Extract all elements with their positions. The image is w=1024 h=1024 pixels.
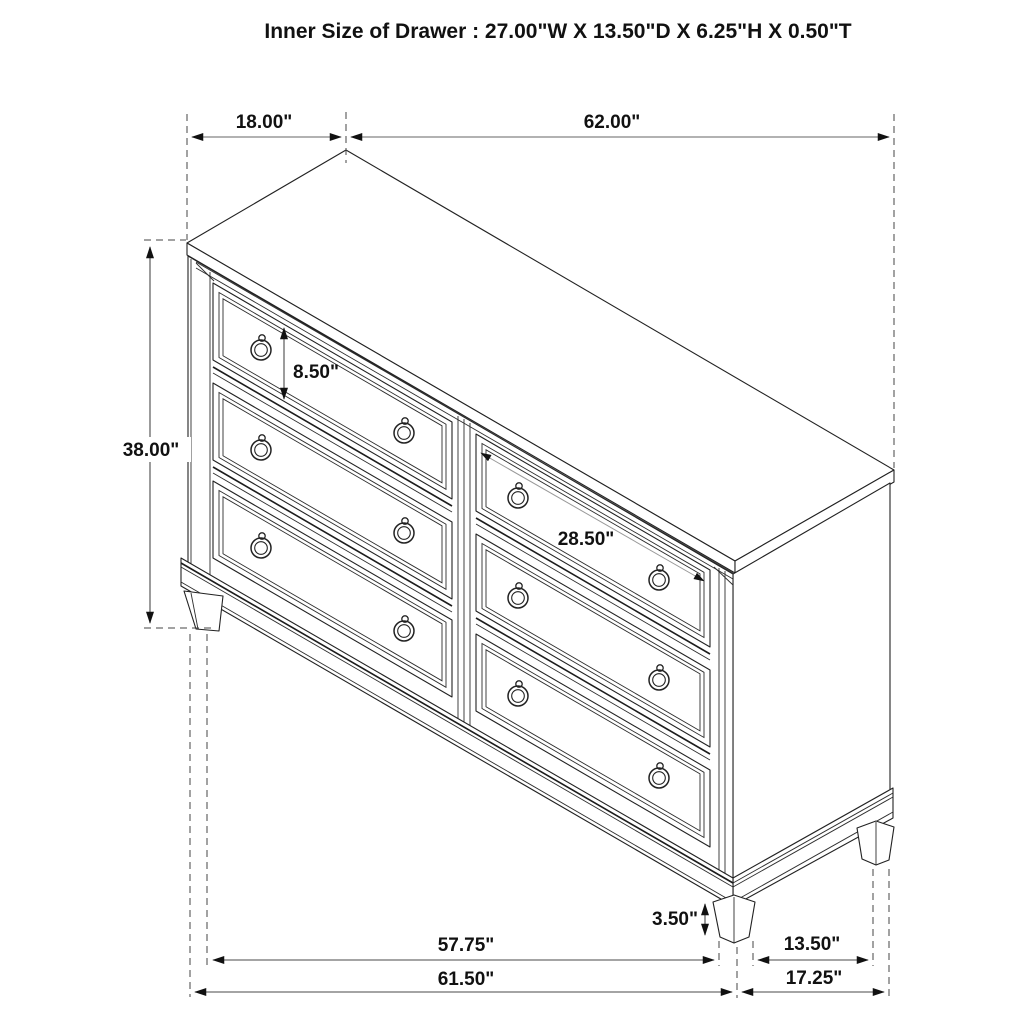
dimension-top-width [351,112,889,137]
front-right-leg [713,895,755,943]
front-left-leg [184,591,223,631]
dim-label-side-leg-spacing: 13.50" [783,934,841,955]
dimension-front-base-width [195,969,732,992]
back-right-leg [857,821,894,865]
dimension-overall-height [112,247,191,623]
diagram-title: Inner Size of Drawer : 27.00"W X 13.50"D X 6.25"H X 0.50"T [264,20,852,43]
dim-label-leg-height: 3.50" [652,909,698,930]
dimension-side-leg-spacing [758,934,868,960]
dim-label-side-depth: 17.25" [785,968,843,989]
dim-label-drawer-face-height: 8.50" [293,362,339,383]
dimension-top-depth [192,112,341,137]
dresser-drawing [181,150,894,943]
dim-label-front-base-width: 61.50" [437,969,495,990]
dim-label-drawer-width: 28.50" [557,529,615,550]
dim-label-overall-height: 38.00" [122,440,180,461]
dim-label-top-width: 62.00" [583,112,641,133]
dimension-leg-height [652,904,705,935]
dim-label-front-leg-spacing: 57.75" [437,935,495,956]
dimension-front-leg-spacing [213,935,714,960]
dimension-side-depth [742,968,884,992]
dim-label-top-depth: 18.00" [235,112,293,133]
